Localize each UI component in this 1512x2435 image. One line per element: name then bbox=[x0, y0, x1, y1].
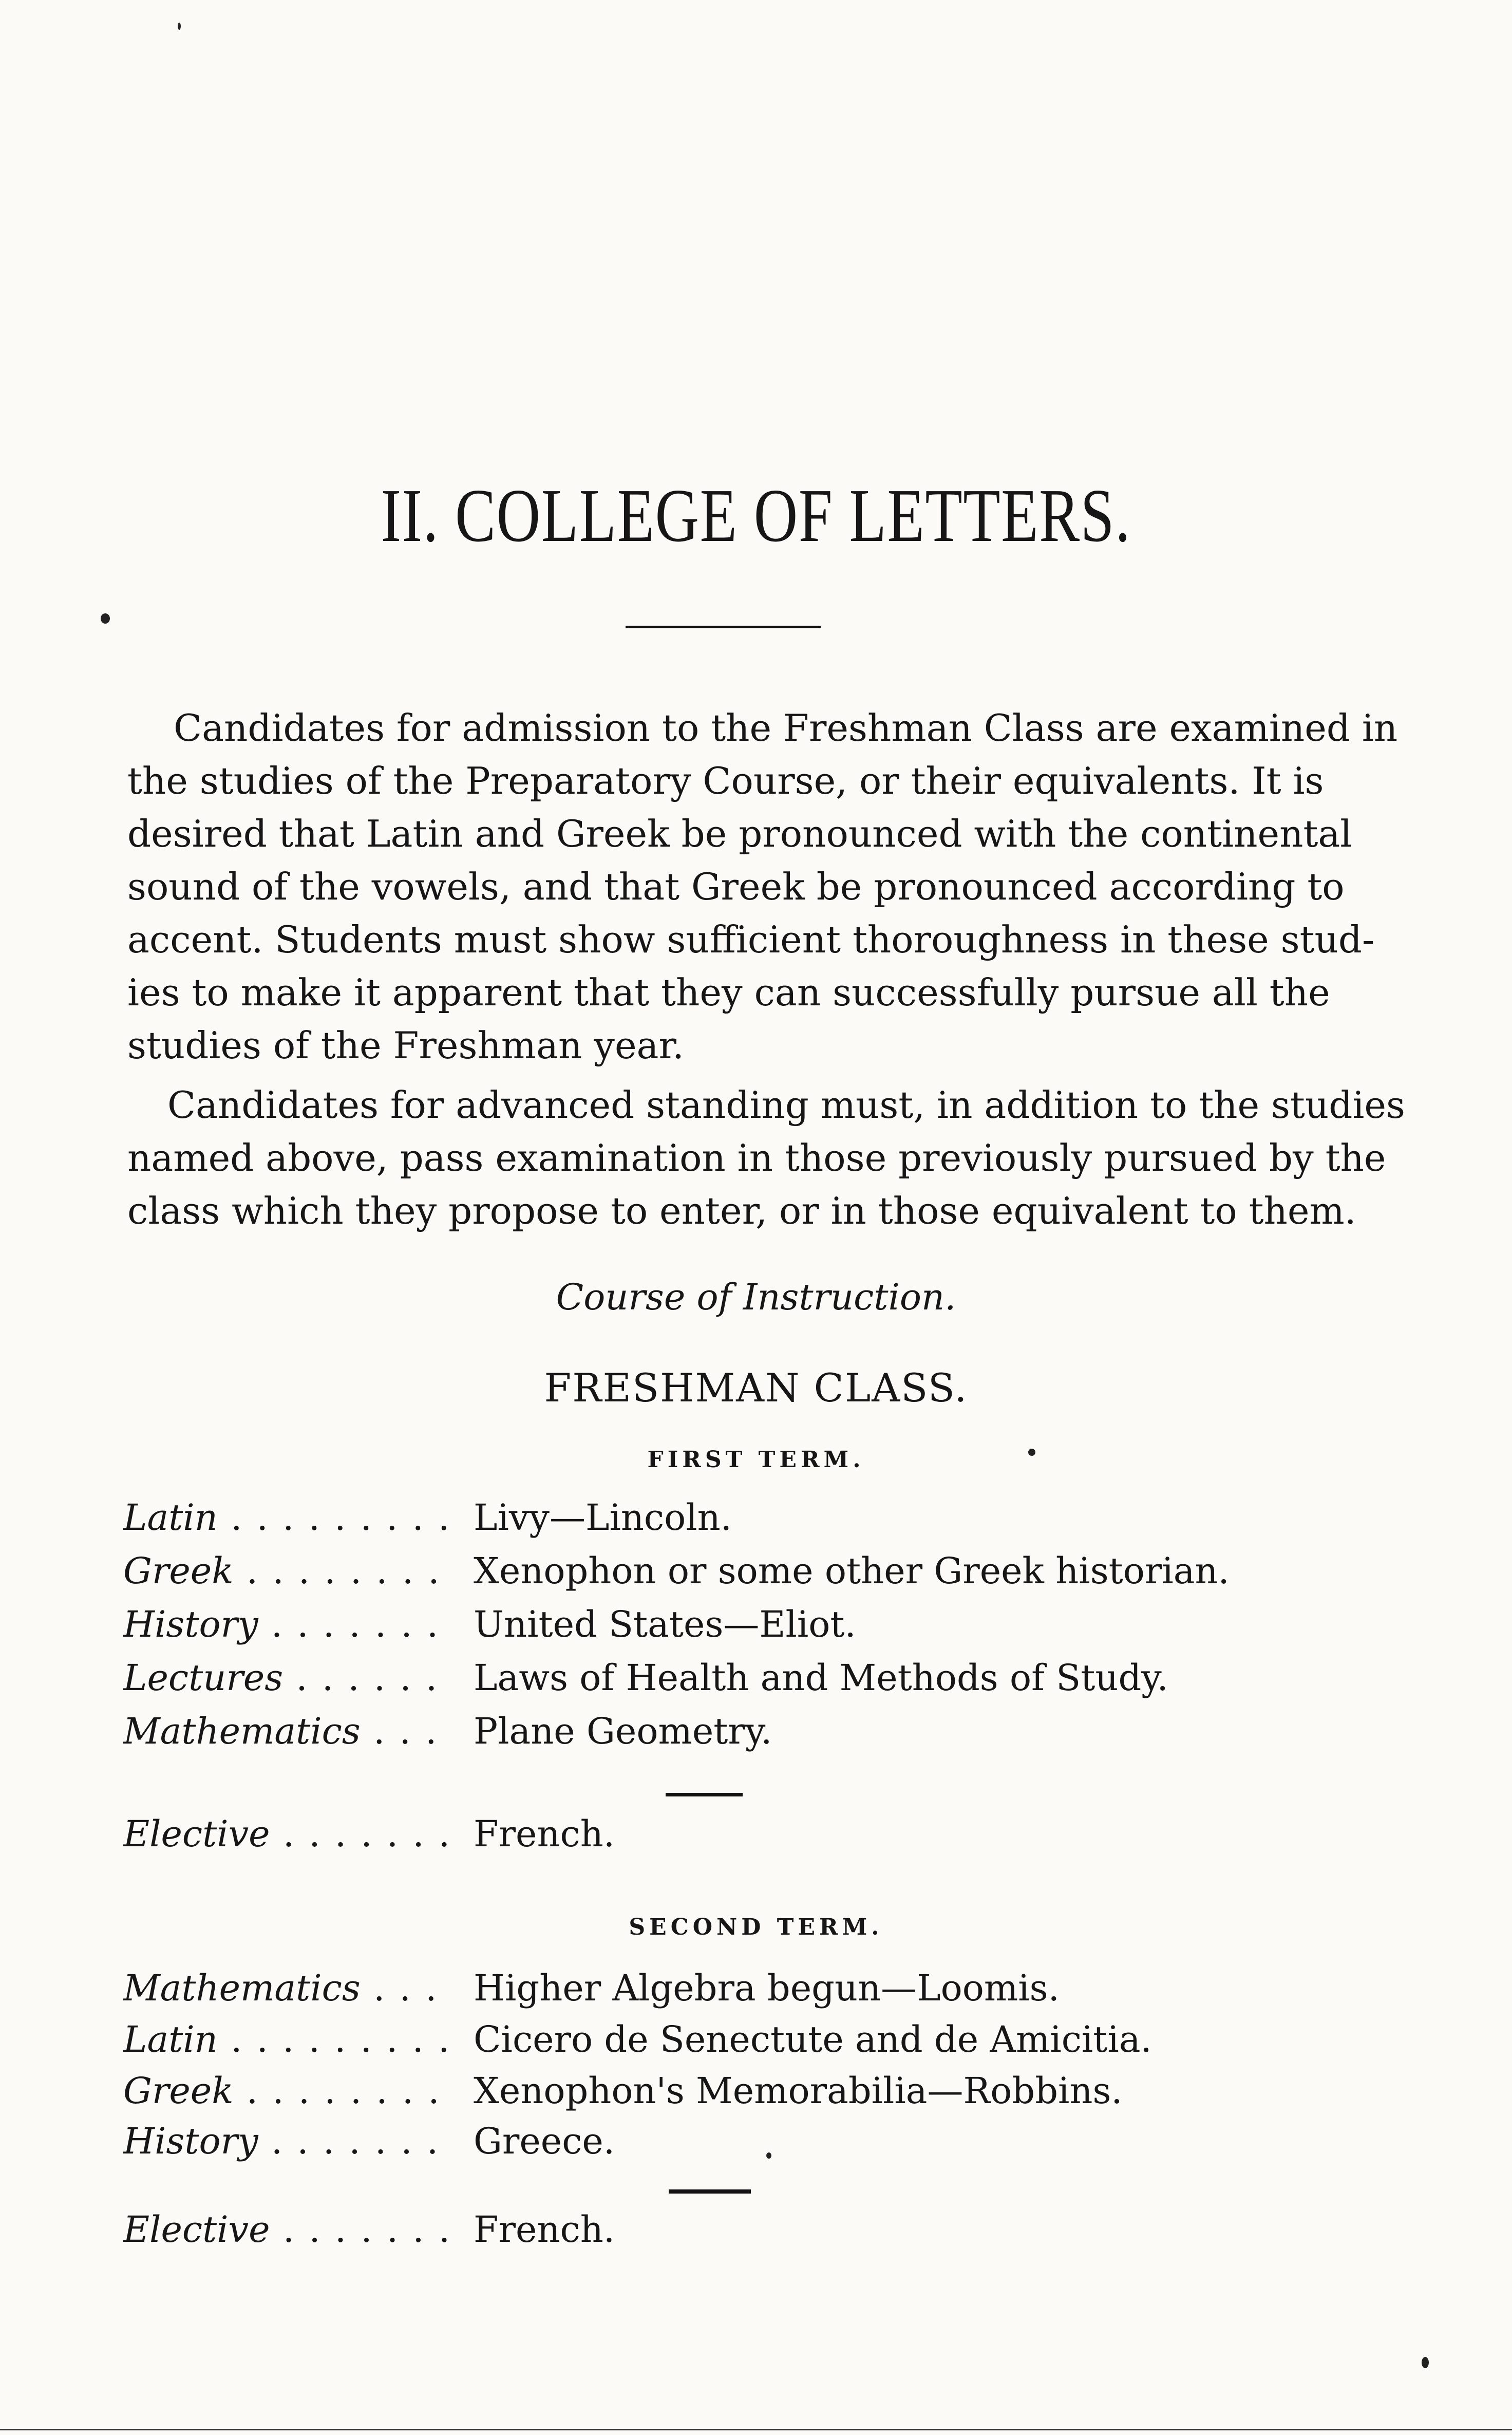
course-subject: History . . . bbox=[123, 1599, 452, 1650]
course-description: Xenophon or some other Greek historian. bbox=[474, 1550, 1230, 1592]
course-subject: Lectures . . . bbox=[123, 1652, 452, 1703]
course-description: French. bbox=[474, 1813, 615, 1855]
course-subject: Elective . . . bbox=[123, 1808, 452, 1860]
course-description: Xenophon's Memorabilia—Robbins. bbox=[474, 2070, 1123, 2112]
para2-line: Candidates for advanced standing must, in addition to the studies bbox=[167, 1083, 1405, 1127]
course-description: Cicero de Senectute and de Amicitia. bbox=[474, 2018, 1152, 2061]
title-divider bbox=[626, 626, 821, 628]
section-divider bbox=[669, 2189, 751, 2194]
course-of-instruction-heading: Course of Instruction. bbox=[556, 1276, 956, 1318]
para1-line: ies to make it apparent that they can successfully pursue all the bbox=[127, 971, 1330, 1014]
page-bottom-edge bbox=[0, 2429, 1512, 2430]
ink-speck bbox=[178, 23, 181, 30]
course-description: Plane Geometry. bbox=[474, 1710, 772, 1752]
para1-line: studies of the Freshman year. bbox=[127, 1024, 684, 1067]
course-description: Laws of Health and Methods of Study. bbox=[474, 1657, 1168, 1699]
second-term-heading: SECOND TERM. bbox=[629, 1914, 883, 1940]
course-subject: Latin . . . bbox=[123, 1492, 452, 1543]
ink-speck bbox=[1422, 2357, 1429, 2368]
section-divider bbox=[666, 1793, 743, 1796]
ink-speck bbox=[766, 2152, 771, 2159]
course-description: Higher Algebra begun—Loomis. bbox=[474, 1967, 1060, 2009]
course-subject: History . . . bbox=[123, 2115, 452, 2167]
para1-line: desired that Latin and Greek be pronounced with the continental bbox=[127, 812, 1352, 855]
course-subject: Latin . . . bbox=[123, 2014, 452, 2065]
para1-line: Candidates for admission to the Freshman Class are examined in bbox=[174, 706, 1398, 750]
course-subject: Mathematics . . . bbox=[123, 1962, 452, 2014]
intro-paragraph-2 bbox=[127, 1079, 1405, 1238]
course-description: Greece. bbox=[474, 2120, 615, 2162]
course-subject: Greek . . . bbox=[123, 1545, 452, 1597]
course-description: French. bbox=[474, 2208, 615, 2251]
ink-speck bbox=[101, 613, 110, 624]
para1-line: accent. Students must show sufficient thoroughness in these stud- bbox=[127, 918, 1375, 961]
course-subject: Elective . . . bbox=[123, 2204, 452, 2255]
intro-paragraph-1 bbox=[127, 702, 1398, 1072]
page-title: II. COLLEGE OF LETTERS. bbox=[381, 474, 1131, 558]
course-description: Livy—Lincoln. bbox=[474, 1496, 732, 1539]
freshman-class-heading: FRESHMAN CLASS. bbox=[544, 1365, 968, 1411]
course-subject: Mathematics . . . bbox=[123, 1706, 452, 1757]
para1-line: the studies of the Preparatory Course, or their equivalents. It is bbox=[127, 759, 1324, 802]
para2-line: named above, pass examination in those previously pursued by the bbox=[127, 1136, 1386, 1179]
course-description: United States—Eliot. bbox=[474, 1603, 856, 1645]
para2-line: class which they propose to enter, or in those equivalent to them. bbox=[127, 1189, 1356, 1232]
para1-line: sound of the vowels, and that Greek be pronounced according to bbox=[127, 865, 1345, 908]
course-subject: Greek . . . bbox=[123, 2065, 452, 2116]
first-term-heading: FIRST TERM. bbox=[647, 1447, 865, 1473]
